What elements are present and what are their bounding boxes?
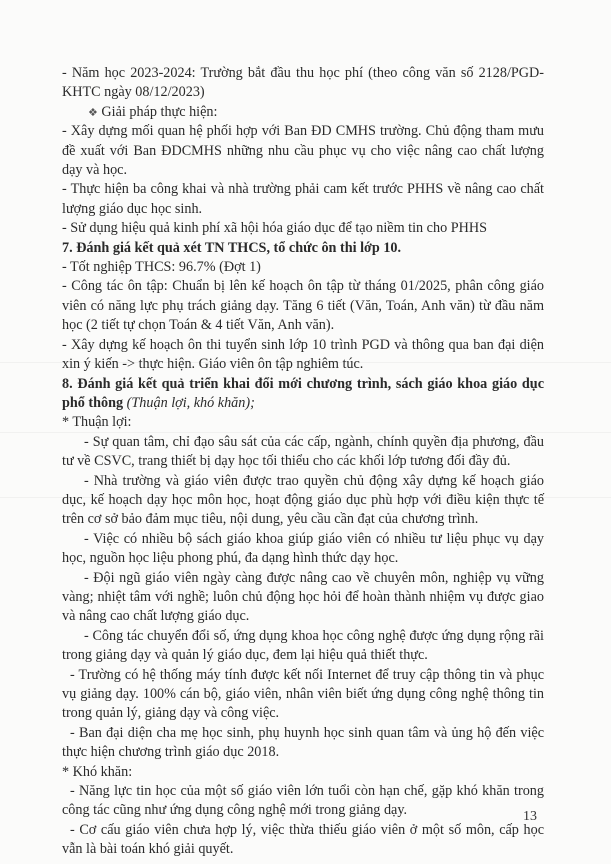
advantage-item: - Trường có hệ thống máy tính được kết nối Internet để truy cập thông tin và phục vụ giảng dạy. 100% cán bộ, giáo viên, nhân viên biết ứng dụng công nghệ thông tin trong quản lý, giảng dạy và công việc. [62,666,544,722]
page-number: 13 [523,809,537,824]
paragraph-cooperation: - Xây dựng mối quan hệ phối hợp với Ban ĐD CMHS trường. Chủ động tham mưu đề xuất với Ban ĐDCMHS những nhu cầu phục vụ cho việc nâng cao chất lượng dạy và học. [62,123,544,179]
advantage-item: - Nhà trường và giáo viên được trao quyền chủ động xây dựng kế hoạch giáo dục, kế hoạch dạy học môn học, hoạt động giáo dục phù hợp với điều kiện thực tế trên cơ sở bảo đảm mục tiêu, nội dung, yêu cầu cần đạt của chương trình. [62,472,544,528]
section-8-heading [62,375,544,414]
paragraph-disclosure: - Thực hiện ba công khai và nhà trường phải cam kết trước PHHS về nâng cao chất lượng giáo dục học sinh. [62,181,544,217]
paragraph-funding: - Sử dụng hiệu quả kinh phí xã hội hóa giáo dục để tạo niềm tin cho PHHS [62,220,487,237]
paragraph-graduation-rate: - Tốt nghiệp THCS: 96.7% (Đợt 1) [62,259,261,276]
advantage-item: - Công tác chuyển đổi số, ứng dụng khoa học công nghệ được ứng dụng rộng rãi trong giảng dạy và quản lý giáo dục, đem lại hiệu quả thiết thực. [62,627,544,664]
advantage-item: - Đội ngũ giáo viên ngày càng được nâng cao về chuyên môn, nghiệp vụ vững vàng; nhiệt tâm với nghề; luôn chủ động học hỏi để hoàn thành nhiệm vụ được giao và nâng cao chất lượng giáo dục. [62,569,544,625]
paragraph-review-work: - Công tác ôn tập: Chuẩn bị lên kế hoạch ôn tập từ tháng 01/2025, phân công giáo viên có năng lực phụ trách giảng dạy. Tăng 6 tiết (Văn, Toán, Anh văn) từ đầu năm học (2 tiết tự chọn Toán & 4 tiết Văn, Anh văn). [62,278,544,334]
solutions-heading [62,103,544,122]
diamond-bullet-icon: ❖ [88,105,98,119]
section-8-subtitle: (Thuận lợi, khó khăn); [126,394,255,411]
difficulty-item: - Năng lực tin học của một số giáo viên lớn tuổi còn hạn chế, gặp khó khăn trong công tác cũng như ứng dụng công nghệ mới trong giảng dạy. [62,783,544,819]
paragraph-tuition: - Năm học 2023-2024: Trường bắt đầu thu học phí (theo công văn số 2128/PGD-KHTC ngày 08/12/2023) [62,65,544,101]
document-page [62,64,544,860]
paragraph-exam-plan: - Xây dựng kế hoạch ôn thi tuyển sinh lớp 10 trình PGD và thông qua ban đại diện xin ý kiến -> thực hiện. Giáo viên ôn tập nghiêm túc. [62,336,544,373]
difficulties-label: * Khó khăn: [62,763,133,780]
difficulty-item: - Cơ cấu giáo viên chưa hợp lý, việc thừa thiếu giáo viên ở một số môn, cấp học vẫn là bài toán khó giải quyết. [62,821,544,858]
section-8-title: 8. Đánh giá kết quả triển khai đổi mới chương trình, sách giáo khoa giáo dục phổ thông [62,375,544,411]
advantage-item: - Việc có nhiều bộ sách giáo khoa giúp giáo viên có nhiều tư liệu phục vụ dạy học, nguồn học liệu phong phú, đa dạng hình thức dạy học. [62,530,544,567]
advantage-item: - Ban đại diện cha mẹ học sinh, phụ huynh học sinh quan tâm và ủng hộ đến việc thực hiện chương trình giáo dục 2018. [62,724,544,761]
section-7-heading: 7. Đánh giá kết quả xét TN THCS, tổ chức ôn thi lớp 10. [62,239,402,256]
solutions-label: Giải pháp thực hiện: [101,103,218,120]
advantages-label: * Thuận lợi: [62,414,132,431]
advantage-item: - Sự quan tâm, chỉ đạo sâu sát của các cấp, ngành, chính quyền địa phương, đầu tư về CSVC, trang thiết bị dạy học tối thiểu cho các khối lớp tương đối đầy đủ. [62,433,544,470]
